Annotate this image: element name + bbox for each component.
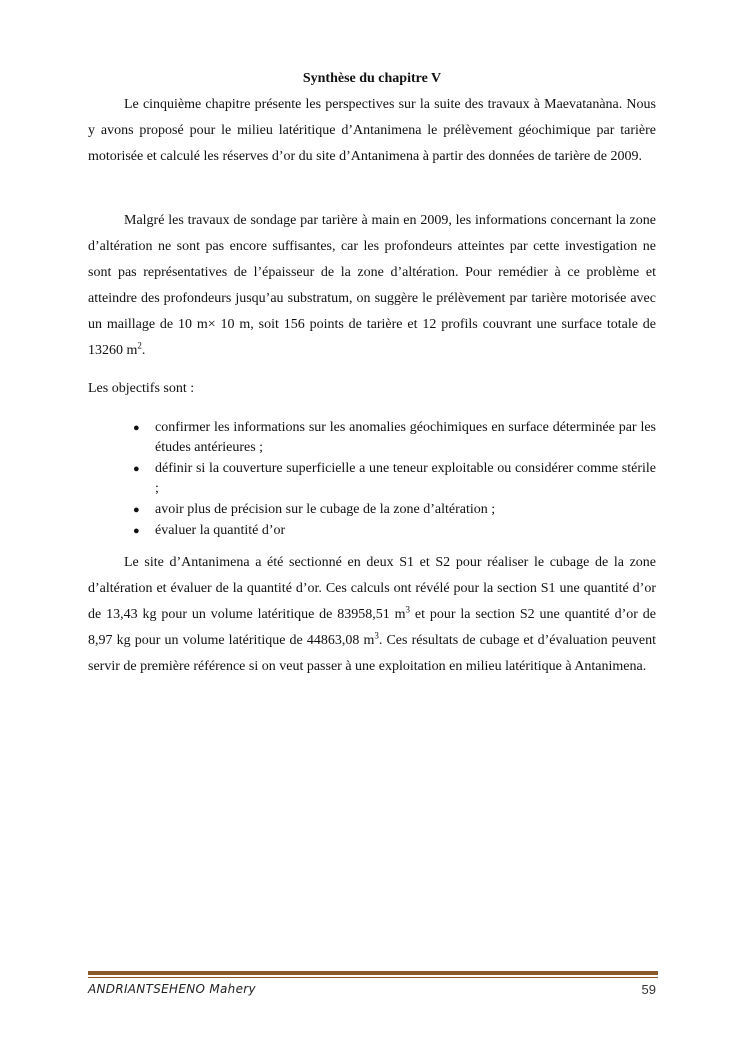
paragraph-results-part1: Le site d’Antanimena a été sectionné en deux S1 et S2 pour réaliser le cubage de la zone d’altération et évaluer de la quantité d’or. Ces calculs ont révélé pour la section S1 une quantité d’or de 13,43 kg pour un volume latéritique de 83958,51 m — [88, 555, 656, 622]
bullet-icon: ● — [133, 525, 140, 537]
chapter-synthesis-title: Synthèse du chapitre V — [302, 71, 442, 86]
bullet-icon: ● — [133, 504, 140, 516]
list-item-text: confirmer les informations sur les anomalies géochimiques en surface déterminée par les études antérieures ; — [155, 420, 656, 455]
objectives-intro: Les objectifs sont : — [88, 381, 195, 396]
paragraph-intro: Le cinquième chapitre présente les perspectives sur la suite des travaux à Maevatanàna. Nous y avons proposé pour le milieu latéritique d’Antanimena le prélèvement géochimique par tarière motorisée et calculé les réserves d’or du site d’Antanimena à partir des données de tarière de 2009. — [88, 97, 656, 164]
paragraph-drilling-text: Malgré les travaux de sondage par tarière à main en 2009, les informations concernant la zone d’altération ne sont pas encore suffisantes, car les profondeurs atteintes par cette investigation ne sont pas représentatives de l’épaisseur de la zone d’altération. Pour remédier à ce problème et atteindre des profondeurs jusqu’au substratum, on suggère le prélèvement par tarière motorisée avec un maillage de 10 m× 10 m, soit 156 points de tarière et 12 profils couvrant une surface totale de 13260 m — [88, 213, 656, 358]
paragraph-drilling-end: . — [141, 343, 146, 358]
paragraph-results — [88, 550, 656, 680]
paragraph-results-part2: et pour la section S2 une quantité d’or de 8,97 kg pour un volume latéritique de 44863,08 m — [88, 607, 656, 648]
list-item — [133, 418, 656, 458]
superscript-3a: 3 — [405, 604, 411, 615]
footer-rule — [88, 971, 658, 975]
list-item — [133, 459, 656, 499]
superscript-2: 2 — [137, 340, 142, 351]
objectives-list — [133, 418, 656, 542]
list-item — [133, 521, 656, 541]
list-item-text: avoir plus de précision sur le cubage de la zone d’altération ; — [155, 502, 496, 517]
page-number: 59 — [641, 982, 656, 997]
list-item-text: évaluer la quantité d’or — [155, 523, 286, 538]
bullet-icon: ● — [133, 463, 140, 475]
footer-rule-thin — [88, 977, 658, 978]
paragraph-drilling — [88, 208, 656, 364]
superscript-3b: 3 — [374, 630, 379, 641]
list-item-text: définir si la couverture superficielle a une teneur exploitable ou considérer comme stérile ; — [155, 461, 656, 496]
list-item — [133, 500, 656, 520]
bullet-icon: ● — [133, 422, 140, 434]
footer-author: ANDRIANTSEHENO Mahery — [88, 982, 256, 996]
paragraph-results-part3: . Ces résultats de cubage et d’évaluation peuvent servir de première référence si on veut passer à une exploitation en milieu latéritique à Antanimena. — [88, 633, 657, 674]
